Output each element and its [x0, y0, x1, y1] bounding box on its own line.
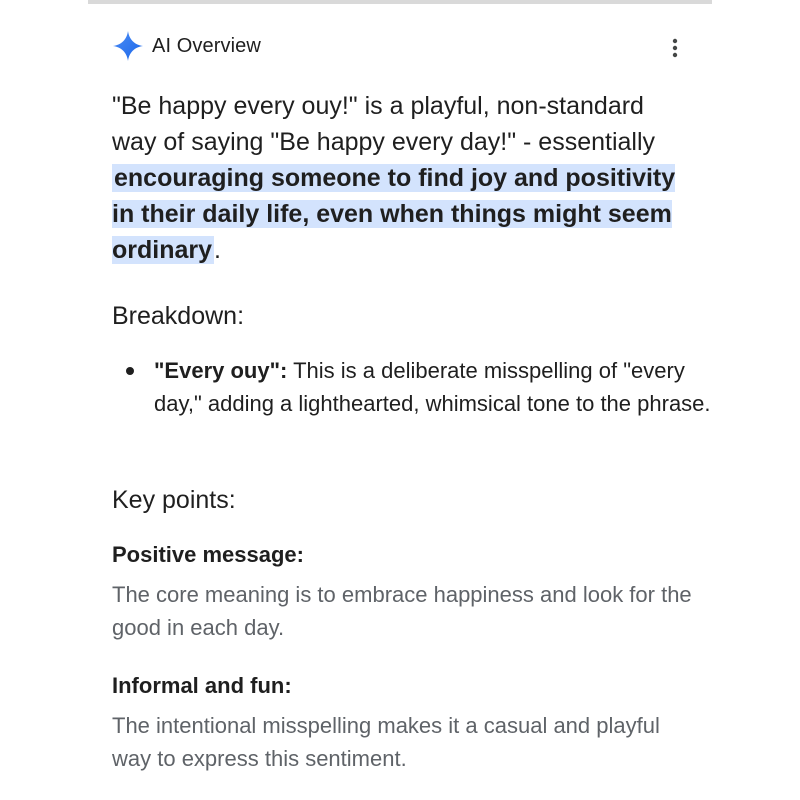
breakdown-list: [112, 354, 714, 420]
ai-overview-header: [112, 30, 261, 62]
key-point-text: The intentional misspelling makes it a casual and playful way to express this sentiment.: [112, 713, 660, 771]
key-point-title: Informal and fun:: [112, 673, 292, 698]
breakdown-heading: Breakdown:: [112, 302, 245, 330]
more-options-button[interactable]: [664, 34, 686, 62]
ai-overview-title: AI Overview: [152, 34, 261, 57]
bullet-text: This is a deliberate misspelling of "every day," adding a lighthearted, whimsical tone to the phrase.: [154, 358, 711, 416]
bullet-term: "Every ouy":: [154, 358, 288, 383]
summary-highlight: encouraging someone to find joy and positivity in their daily life, even when things might seem ordinary: [112, 164, 676, 264]
summary-text: "Be happy every ouy!" is a playful, non-standard way of saying "Be happy every day!" - essentially: [112, 92, 656, 156]
gemini-sparkle-icon: [112, 30, 144, 62]
summary-end: .: [214, 236, 221, 264]
list-item: [154, 354, 714, 420]
bullet-icon: [126, 367, 134, 375]
key-point-title: Positive message:: [112, 542, 304, 567]
summary-paragraph: [112, 88, 692, 268]
key-point-text: The core meaning is to embrace happiness and look for the good in each day.: [112, 582, 692, 640]
more-vert-icon: [672, 38, 678, 58]
ai-overview-panel: [88, 4, 712, 800]
key-points-heading: Key points:: [112, 486, 236, 514]
